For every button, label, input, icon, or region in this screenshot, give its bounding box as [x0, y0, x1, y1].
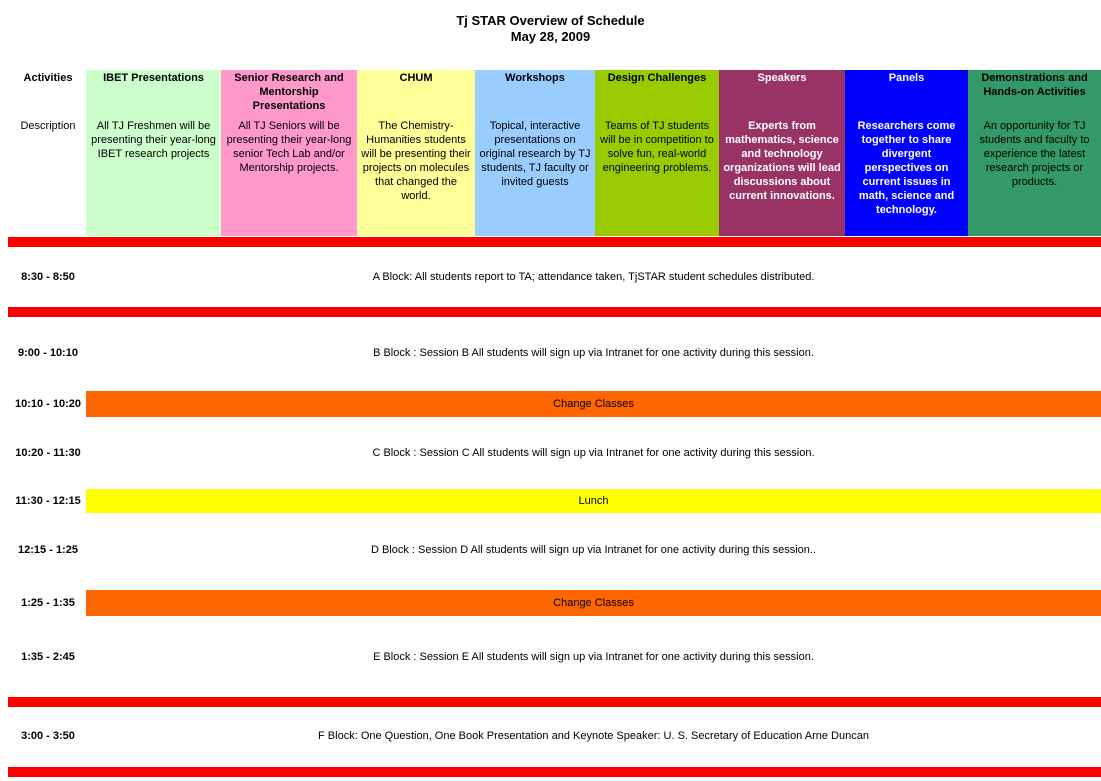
block-description: F Block: One Question, One Book Presentation and Keynote Speaker: U. S. Secretary of Education Arne Duncan: [318, 730, 869, 742]
activity-title: Senior Research and Mentorship Presentations: [234, 72, 344, 112]
activity-column-design-challenges: [595, 70, 719, 236]
activity-description: All TJ Freshmen will be presenting their year-long IBET research projects: [91, 120, 216, 160]
time-slot: 12:15 - 1:25: [18, 544, 78, 556]
separator-bar: [8, 697, 1101, 707]
time-slot: 3:00 - 3:50: [21, 730, 75, 742]
schedule-row-a-block: [0, 264, 1101, 290]
block-description: B Block : Session B All students will sign up via Intranet for one activity during this session.: [373, 347, 814, 359]
lunch-bar: Lunch: [86, 489, 1101, 513]
page-title: Tj STAR Overview of Schedule: [456, 13, 645, 28]
activity-column-speakers: [719, 70, 845, 236]
time-slot: 9:00 - 10:10: [18, 347, 78, 359]
activity-description: Experts from mathematics, science and technology organizations will lead discussions about current innovations.: [723, 120, 841, 202]
separator-bar: [8, 307, 1101, 317]
change-classes-bar: Change Classes: [86, 590, 1101, 616]
activity-description: The Chemistry-Humanities students will be presenting their projects on molecules that changed the world.: [361, 120, 471, 202]
activity-title: Speakers: [757, 72, 807, 84]
activity-column-senior-research: [221, 70, 357, 236]
activity-description: Researchers come together to share divergent perspectives on current issues in math, science and technology.: [857, 120, 956, 216]
activity-title: Workshops: [505, 72, 565, 84]
activities-label: Activities: [23, 72, 73, 84]
activity-column-panels: [845, 70, 968, 236]
change-classes-bar: Change Classes: [86, 391, 1101, 417]
activity-title: CHUM: [399, 72, 433, 84]
block-description: E Block : Session E All students will sign up via Intranet for one activity during this session.: [373, 651, 814, 663]
time-slot: 1:25 - 1:35: [21, 597, 75, 609]
schedule-row-e-block: [0, 644, 1101, 670]
block-description: C Block : Session C All students will sign up via Intranet for one activity during this session.: [372, 447, 815, 459]
activity-title: Panels: [888, 72, 925, 84]
schedule-row-b-block: [0, 340, 1101, 366]
activity-title: Demonstrations and Hands-on Activities: [981, 72, 1088, 98]
activity-column-ibet: [86, 70, 221, 236]
activity-column-workshops: [475, 70, 595, 236]
separator-bar: [8, 767, 1101, 777]
block-description: D Block : Session D All students will sign up via Intranet for one activity during this session..: [370, 544, 817, 556]
time-slot: 11:30 - 12:15: [15, 495, 81, 507]
activity-description: Teams of TJ students will be in competition to solve fun, real-world engineering problems.: [600, 120, 714, 174]
activity-description: An opportunity for TJ students and faculty to experience the latest research projects or products.: [979, 120, 1090, 188]
activity-title: Design Challenges: [607, 72, 707, 84]
time-slot: 1:35 - 2:45: [21, 651, 75, 663]
time-slot: 8:30 - 8:50: [21, 271, 75, 283]
schedule-row-change-classes: [0, 391, 1101, 417]
schedule-row-d-block: [0, 537, 1101, 563]
schedule-row-change-classes: [0, 590, 1101, 616]
activity-description: Topical, interactive presentations on original research by TJ students, TJ faculty or invited guests: [479, 120, 591, 188]
time-slot: 10:20 - 11:30: [15, 447, 81, 459]
activity-column-chum: [357, 70, 475, 236]
page-date: May 28, 2009: [510, 29, 591, 44]
description-label: Description: [20, 120, 76, 132]
activity-column-demonstrations: [968, 70, 1101, 236]
block-description: A Block: All students report to TA; attendance taken, TjSTAR student schedules distributed.: [372, 271, 815, 283]
separator-bar: [8, 237, 1101, 247]
activity-description: All TJ Seniors will be presenting their year-long senior Tech Lab and/or Mentorship projects.: [226, 120, 352, 174]
schedule-row-c-block: [0, 440, 1101, 466]
schedule-row-f-block: [0, 723, 1101, 749]
schedule-row-lunch: [0, 489, 1101, 513]
time-slot: 10:10 - 10:20: [14, 398, 82, 410]
activity-title: IBET Presentations: [103, 72, 204, 84]
